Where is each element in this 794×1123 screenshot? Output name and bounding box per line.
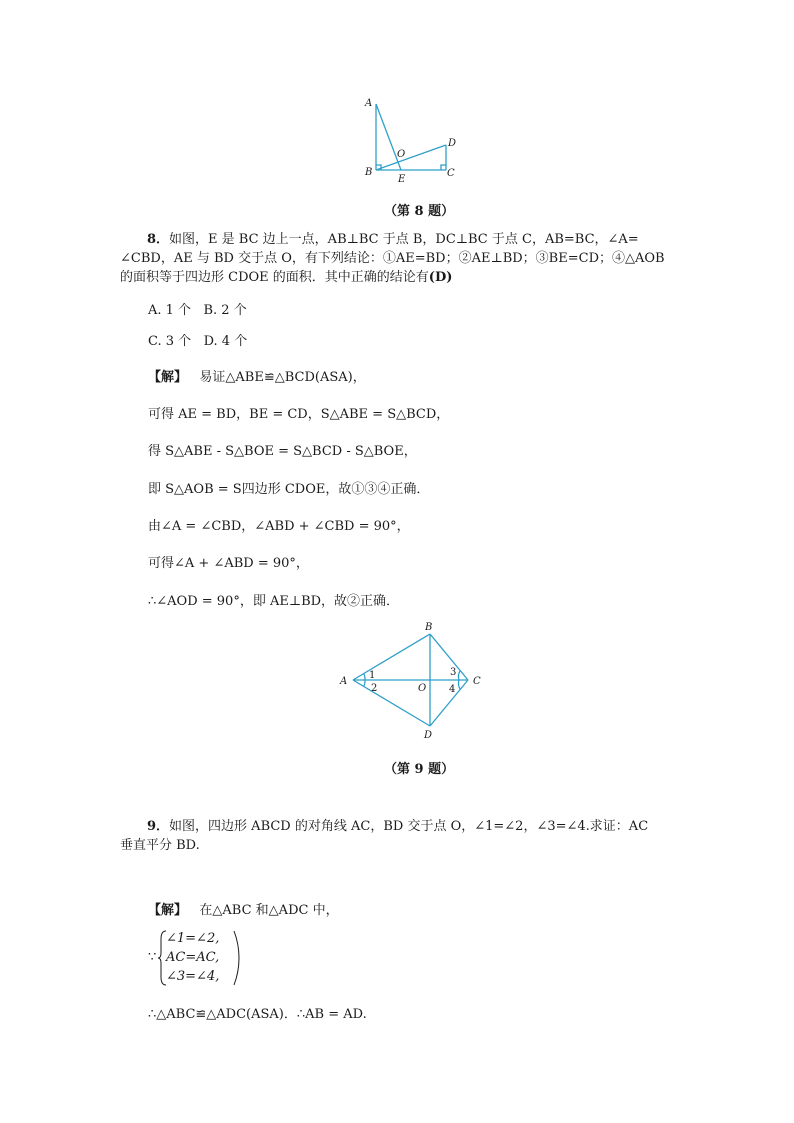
solution-8-step-1: 易证△ABE≌△BCD(ASA)， (199, 370, 366, 385)
problem-8-line-2: ∠CBD，AE 与 BD 交于点 O，有下列结论：①AE=BD；②AE⊥BD；③BE=CD；④△AOB (120, 251, 665, 266)
solution-8-step-5: 由∠A = ∠CBD，∠ABD + ∠CBD = 90°， (148, 519, 410, 534)
solution-9-intro: 在△ABC 和△ADC 中， (199, 903, 339, 918)
label-c: C (447, 168, 455, 179)
label-b: B (425, 622, 433, 633)
label-angle-2: 2 (371, 683, 378, 694)
label-d: D (448, 138, 457, 149)
problem-9-line-1 (147, 817, 648, 836)
label-o: O (418, 683, 427, 694)
right-angle-c (441, 165, 446, 170)
label-c: C (473, 676, 481, 687)
label-angle-3: 3 (450, 667, 457, 678)
solution-9-line-1 (148, 899, 339, 918)
option-d: D. 4 个 (203, 334, 248, 349)
solution-8-tag: 【解】 (148, 370, 188, 385)
option-a: A. 1 个 (148, 303, 192, 318)
problem-8-answer: (D) (428, 270, 453, 285)
angle-arc-4 (458, 680, 460, 689)
solution-8-step-3: 得 S△ABE - S△BOE = S△BCD - S△BOE， (148, 444, 417, 459)
label-b: B (365, 167, 373, 178)
figure-8-caption: （第 8 题） (384, 204, 455, 219)
problem-8-line-3 (120, 268, 452, 287)
option-c: C. 3 个 (148, 334, 192, 349)
solution-8-step-7: ∴∠AOD = 90°，即 AE⊥BD，故②正确． (148, 594, 400, 609)
segment-ab (353, 634, 430, 680)
figure-9-caption: （第 9 题） (384, 762, 455, 777)
condition-3: ∠3=∠4, (166, 969, 220, 984)
problem-8-options-row-2 (148, 330, 247, 349)
angle-arc-1 (364, 674, 365, 680)
problem-9-line-2: 垂直平分 BD. (120, 838, 200, 853)
segment-bc (430, 634, 468, 680)
label-e: E (398, 174, 406, 184)
label-o: O (397, 149, 406, 160)
right-paren (232, 929, 242, 987)
solution-8-step-4: 即 S△AOB = S四边形 CDOE，故①③④正确． (148, 482, 430, 497)
solution-8-line-1 (148, 366, 366, 385)
label-d: D (424, 730, 433, 741)
solution-9-conclusion: ∴△ABC≌△ADC(ASA)．∴AB = AD. (148, 1007, 367, 1022)
problem-8-text-1: 如图，E 是 BC 边上一点，AB⊥BC 于点 B，DC⊥BC 于点 C，AB=BC，∠A= (169, 232, 639, 247)
solution-8-step-6: 可得∠A + ∠ABD = 90°， (148, 556, 309, 571)
segment-ae (376, 104, 401, 170)
problem-8-number: 8． (147, 232, 170, 247)
problem-9-text-1: 如图，四边形 ABCD 的对角线 AC，BD 交于点 O，∠1=∠2，∠3=∠4.求证：AC (169, 819, 649, 834)
solution-8-step-2: 可得 AE = BD，BE = CD，S△ABE = S△BCD， (148, 407, 450, 422)
problem-8-line-1 (147, 230, 639, 249)
figure-9-diagram (335, 618, 495, 742)
problem-8-text-3: 的面积等于四边形 CDOE 的面积．其中正确的结论有 (120, 270, 429, 285)
label-angle-4: 4 (449, 684, 456, 695)
segment-bd (376, 145, 446, 170)
because-symbol: ∵ (148, 950, 157, 965)
label-a: A (365, 98, 373, 109)
figure-8-diagram (360, 92, 470, 184)
condition-1: ∠1=∠2, (166, 931, 220, 946)
angle-arc-2 (364, 680, 365, 686)
angle-arc-3 (458, 671, 460, 680)
label-angle-1: 1 (369, 670, 376, 681)
problem-9-number: 9． (147, 819, 170, 834)
condition-2: AC=AC, (166, 950, 220, 965)
label-a: A (340, 676, 348, 687)
problem-8-options-row-1 (148, 299, 247, 318)
solution-9-tag: 【解】 (148, 903, 188, 918)
option-b: B. 2 个 (203, 303, 247, 318)
